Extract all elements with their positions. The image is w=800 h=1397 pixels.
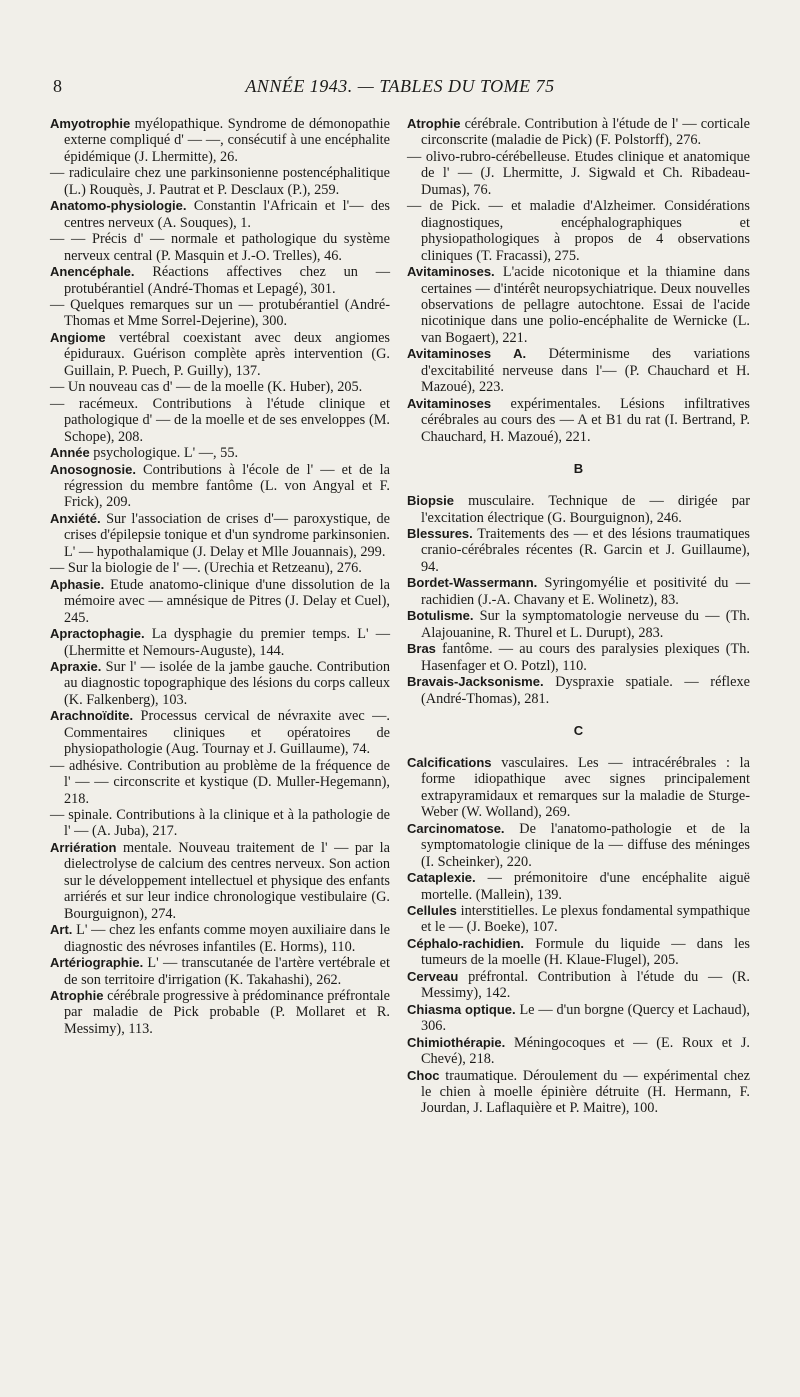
index-text: Traitements des — et des lésions traumatiques cranio-cérébrales récentes (R. Garcin et J. Guillaume), 94. [421, 525, 750, 575]
index-term: Bras [407, 641, 436, 657]
index-text: Réactions affectives chez un — protubérantiel (André-Thomas et Lepagé), 301. [64, 264, 390, 297]
index-text: cérébrale. Contribution à l'étude de l' — corticale circonscrite (maladie de Pick) (F. Polstorff), 276. [421, 116, 750, 149]
index-term: Cellules [407, 903, 457, 919]
index-text: cérébrale progressive à prédominance préfrontale par maladie de Pick probable (P. Mollaret et R. Messimy), 113. [64, 988, 390, 1037]
index-entry [407, 821, 750, 870]
index-term: Céphalo-rachidien. [407, 935, 525, 951]
index-term: Atrophie [50, 988, 104, 1004]
index-entry [50, 758, 390, 807]
index-entry [407, 755, 750, 821]
index-term: Anencéphale. [50, 264, 135, 280]
index-entry [50, 231, 390, 264]
index-entry [407, 936, 750, 969]
section-letter: B [573, 461, 584, 477]
right-column [407, 116, 750, 1117]
index-entry [407, 870, 750, 903]
index-term: Carcinomatose. [407, 820, 505, 836]
index-term: Apraxie. [50, 658, 102, 674]
index-term: Art. [50, 922, 73, 938]
index-text: — radiculaire chez une parkinsonienne postencéphalitique (L.) Rouquès, J. Pautrat et P. Desclaux (P.), 259. [50, 165, 390, 198]
index-entry [407, 116, 750, 149]
index-text: — Quelques remarques sur un — protubérantiel (André-Thomas et Mme Sorrel-Dejerine), 300. [50, 296, 390, 330]
index-text: préfrontal. Contribution à l'étude du — (R. Messimy), 142. [421, 968, 750, 1002]
index-entry [50, 165, 390, 198]
index-term: Chimiothérapie. [407, 1034, 506, 1050]
index-text: Etude anatomo-clinique d'une dissolution de la mémoire avec — amnésique de Pitres (J. Delay et Cuel), 245. [64, 576, 390, 626]
index-entry [407, 346, 750, 395]
index-text: expérimentales. Lésions infiltratives cérébrales au cours des — A et B1 du rat (I. Bertrand, P. Chauchard, H. Mazoué), 221. [421, 395, 750, 445]
index-term: Cerveau [407, 968, 459, 984]
index-text: — Un nouveau cas d' — de la moelle (K. Huber), 205. [50, 379, 363, 396]
index-entry [50, 198, 390, 231]
index-entry [407, 149, 750, 198]
index-entry [407, 264, 750, 346]
index-text: fantôme. — au cours des paralysies plexiques (Th. Hasenfager et O. Potzl), 110. [421, 641, 750, 674]
section-spacer [407, 445, 750, 461]
index-entry [407, 493, 750, 526]
index-entry [407, 641, 750, 674]
index-text: vasculaires. Les — intracérébrales : la forme idiopathique avec signes principalement extrapyramidaux et remarques sur la maladie de Sturge-Weber (W. Wolland), 269. [421, 754, 750, 821]
index-term: Cataplexie. [407, 870, 476, 886]
index-text: — Sur la biologie de l' —. (Urechia et Retzeanu), 276. [50, 560, 362, 577]
index-text: Le — d'un borgne (Quercy et Lachaud), 306. [421, 1001, 750, 1035]
index-entry [50, 577, 390, 626]
index-term: Arriération [50, 839, 117, 855]
index-entry [50, 626, 390, 659]
index-entry [50, 511, 390, 560]
index-term: Choc [407, 1067, 440, 1083]
index-term: Anatomo-physiologie. [50, 198, 187, 214]
index-text: Méningocoques et — (E. Roux et J. Chevé), 218. [421, 1034, 750, 1068]
index-entry [50, 396, 390, 445]
index-entry [407, 1068, 750, 1117]
index-text: — racémeux. Contributions à l'étude clinique et pathologique d' — de la moelle et de ses enveloppes (M. Schope), 208. [50, 395, 390, 445]
index-text: Contributions à l'école de l' — et de la régression du membre fantôme (L. von Angyal et F. Frick), 209. [64, 461, 390, 511]
running-title: ANNÉE 1943. — TABLES DU TOME 75 [245, 76, 555, 96]
section-spacer [407, 477, 750, 493]
index-term: Arachnoïdite. [50, 708, 134, 724]
index-entry [407, 608, 750, 641]
index-entry [50, 659, 390, 708]
index-entry [50, 297, 390, 330]
index-text: Sur la symptomatologie nerveuse du — (Th. Alajouanine, R. Thurel et L. Durupt), 283. [421, 608, 750, 641]
index-text: psychologique. L' —, 55. [89, 445, 239, 462]
index-entry [407, 575, 750, 608]
index-entry [407, 526, 750, 575]
index-text: Sur l' — isolée de la jambe gauche. Contribution au diagnostic topographique des lésions du corps calleux (K. Falkenberg), 103. [64, 658, 390, 708]
index-text: Syringomyélie et positivité du — rachidien (J.-A. Chavany et E. Wolinetz), 83. [421, 575, 750, 608]
page-header [0, 76, 800, 100]
index-term: Atrophie [407, 116, 461, 131]
page-number: 8 [53, 76, 62, 96]
index-entry [50, 330, 390, 379]
index-entry [50, 379, 390, 395]
index-text: Sur l'association de crises d'— paroxystique, de crises d'épilepsie tonique et d'un syndrome parkinsonien. L' — hypothalamique (J. Delay et Mlle Jouannais), 299. [64, 510, 390, 560]
index-text: L' — transcutanée de l'artère vertébrale et de son territoire d'irrigation (K. Takahashi), 262. [64, 955, 390, 988]
index-term: Blessures. [407, 525, 473, 541]
index-entry [50, 462, 390, 511]
index-term: Chiasma optique. [407, 1001, 516, 1017]
index-text: L'acide nicotonique et la thiamine dans certaines — d'intérêt neuropsychiatrique. Deux nouvelles observations de pellagre autochtone. Essai de l'acide nicotinique dans une polio-encéphalite de Wernicke (L. van Bogaert), 221. [421, 264, 750, 346]
index-entry [407, 396, 750, 445]
index-text: Déterminisme des variations d'excitabilité nerveuse dans l'— (P. Chauchard et H. Mazoué), 223. [421, 346, 750, 396]
index-term: Avitaminoses [407, 395, 492, 411]
index-text: — olivo-rubro-cérébelleuse. Etudes clinique et anatomique de l' — (J. Lhermitte, J. Sigwald et Ch. Ribadeau-Dumas), 76. [407, 148, 750, 198]
section-spacer [407, 707, 750, 723]
index-text: interstitielles. Le plexus fondamental sympathique et le — (J. Boeke), 107. [421, 903, 750, 936]
index-entry [50, 922, 390, 955]
index-text: vertébral coexistant avec deux angiomes épiduraux. Guérison complète après intervention (G. Guillain, P. Puech, P. Guilly), 137. [64, 329, 390, 379]
section-letter: C [573, 722, 584, 738]
index-term: Anosognosie. [50, 461, 136, 477]
index-term: Avitaminoses A. [407, 346, 527, 362]
index-text: — — Précis d' — normale et pathologique du système nerveux central (P. Masquin et J.-O. Trelles), 46. [50, 231, 390, 264]
index-term: Année [50, 445, 90, 461]
index-entry [407, 1002, 750, 1035]
index-entry [50, 988, 390, 1037]
index-text: mentale. Nouveau traitement de l' — par la dielectrolyse de calcium des centres nerveux. Son action sur le développement intellectuel et physique des enfants arriérés et sur leur indice chronologique vestibulaire (G. Bourguignon), 274. [64, 839, 390, 922]
index-entry [50, 560, 390, 576]
index-text: De l'anatomo-pathologie et de la symptomatologie clinique de la — diffuse des méninges (I. Scheinker), 220. [421, 820, 750, 870]
index-entry [407, 903, 750, 936]
index-text: — adhésive. Contribution au problème de la fréquence de l' — — circonscrite et kystique (D. Muller-Hegemann), 218. [50, 757, 390, 807]
index-entry [50, 807, 390, 840]
index-entry [50, 445, 390, 461]
left-column [50, 116, 390, 1037]
index-text: — de Pick. — et maladie d'Alzheimer. Considérations diagnostiques, encéphalographiques et physiopathologiques à propos de 4 observations cliniques (T. Fracassi), 275. [407, 198, 750, 264]
index-text: traumatique. Déroulement du — expérimental chez le chien à moelle épinière détruite (H. Hermann, F. Jourdan, J. Laflaquière et P. Maitre), 100. [421, 1067, 750, 1117]
index-term: Bravais-Jacksonisme. [407, 674, 544, 690]
index-text: — prémonitoire d'une encéphalite aiguë mortelle. (Mallein), 139. [421, 870, 750, 903]
index-term: Avitaminoses. [407, 264, 495, 280]
index-term: Biopsie [407, 493, 454, 509]
index-term: Apractophagie. [50, 626, 145, 642]
index-term: Bordet-Wassermann. [407, 575, 538, 591]
index-entry [407, 969, 750, 1002]
index-entry [50, 955, 390, 988]
index-text: musculaire. Technique de — dirigée par l'excitation électrique (G. Bourguignon), 246. [421, 493, 750, 526]
index-entry [407, 674, 750, 707]
index-entry [50, 116, 390, 165]
index-term: Aphasie. [50, 576, 105, 592]
index-term: Botulisme. [407, 608, 474, 624]
index-text: Formule du liquide — dans les tumeurs de la moelle (H. Klaue-Flugel), 205. [421, 935, 750, 969]
index-term: Anxiété. [50, 510, 101, 526]
index-text: L' — chez les enfants comme moyen auxiliaire dans le diagnostic des névroses infantiles (E. Horms), 110. [64, 922, 390, 955]
index-entry [50, 840, 390, 922]
index-text: myélopathique. Syndrome de démonopathie externe compliqué d' — —, consécutif à une encéphalite épidémique (J. Lhermitte), 26. [64, 116, 390, 165]
index-entry [407, 198, 750, 264]
index-text: Constantin l'Africain et l'— des centres nerveux (A. Souques), 1. [64, 198, 390, 231]
index-term: Calcifications [407, 754, 492, 770]
section-spacer [407, 739, 750, 755]
index-entry [50, 264, 390, 297]
index-term: Angiome [50, 329, 106, 345]
index-text: — spinale. Contributions à la clinique et à la pathologie de l' — (A. Juba), 217. [50, 807, 390, 840]
index-text: La dysphagie du premier temps. L' — (Lhermitte et Nemours-Auguste), 144. [64, 626, 390, 659]
index-entry [50, 708, 390, 757]
index-term: Artériographie. [50, 955, 144, 971]
index-text: Dyspraxie spatiale. — réflexe (André-Thomas), 281. [421, 674, 750, 707]
index-entry [407, 1035, 750, 1068]
index-term: Amyotrophie [50, 116, 131, 131]
index-text: Processus cervical de névraxite avec —. Commentaires cliniques et opératoires de physiopathologie (Aug. Tournay et J. Guillaume), 74. [64, 708, 390, 758]
